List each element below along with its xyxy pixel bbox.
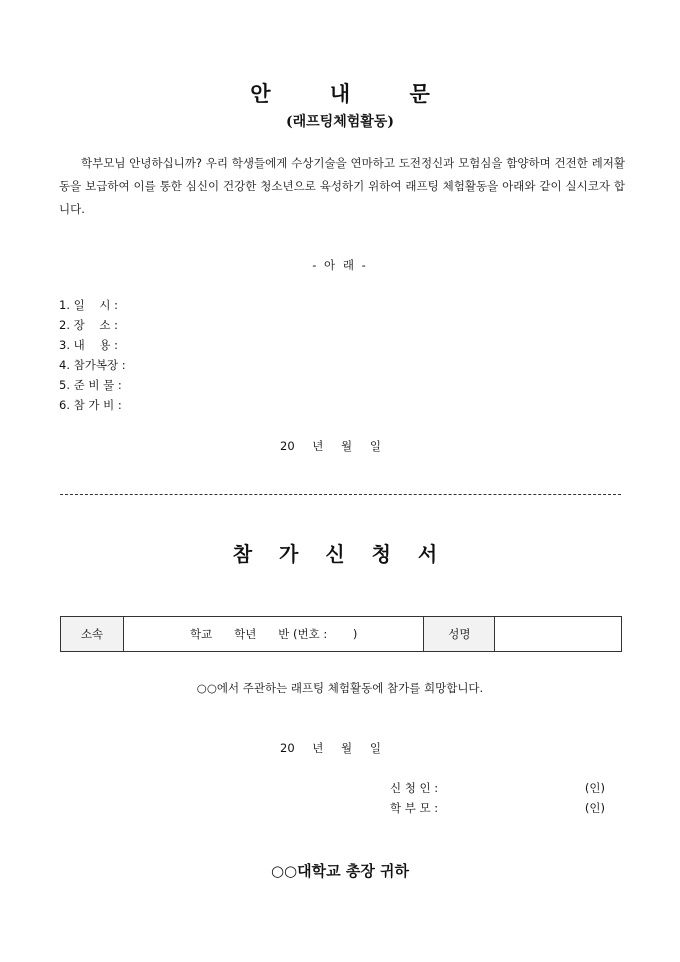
- applicant-seal: (인): [584, 781, 605, 795]
- application-title: [0, 538, 680, 567]
- parent-signature-line: [390, 800, 605, 816]
- notice-intro: 학부모님 안녕하십니까? 우리 학생들에게 수상기술을 연마하고 도전정신과 모험심을 함양하며 건전한 레저활동을 보급하여 이를 통한 심신이 건강한 청소년으로 육성하기 위하여 래프팅 체험활동을 아래와 같이 실시코자 합니다.: [59, 156, 625, 216]
- item-content: 3. 내 용 :: [59, 338, 118, 352]
- applicant-signature-line: [390, 780, 605, 796]
- notice-date: 20 년 월 일: [280, 439, 381, 453]
- parent-seal: (인): [584, 801, 605, 815]
- affiliation-label: 소속: [61, 617, 124, 652]
- name-label: 성명: [424, 617, 495, 652]
- addressee: ○○대학교 총장 귀하: [270, 862, 410, 880]
- notice-subtitle: (래프팅체험활동): [286, 114, 394, 130]
- item-place: 2. 장 소 :: [59, 318, 118, 332]
- parent-label: 학 부 모 :: [390, 801, 439, 815]
- affiliation-field[interactable]: [123, 617, 424, 652]
- notice-items: [59, 295, 126, 415]
- application-date: 20 년 월 일: [280, 741, 381, 755]
- item-fee: 6. 참 가 비 :: [59, 398, 122, 412]
- affiliation-value: 학교 학년 반 (번호 : ): [189, 627, 358, 641]
- application-form-table: [60, 616, 622, 652]
- application-statement: ○○에서 주관하는 래프팅 체험활동에 참가를 희망합니다.: [196, 681, 484, 695]
- below-heading: - 아 래 -: [312, 258, 368, 272]
- form-row: [61, 617, 622, 652]
- name-field[interactable]: [495, 617, 622, 652]
- cut-line-divider: [60, 494, 621, 495]
- notice-title: 안 내 문: [250, 81, 456, 106]
- item-datetime: 1. 일 시 :: [59, 298, 118, 312]
- application-title-text: 참 가 신 청 서: [232, 542, 448, 566]
- applicant-label: 신 청 인 :: [390, 781, 439, 795]
- item-supplies: 5. 준 비 물 :: [59, 378, 122, 392]
- item-attire: 4. 참가복장 :: [59, 358, 126, 372]
